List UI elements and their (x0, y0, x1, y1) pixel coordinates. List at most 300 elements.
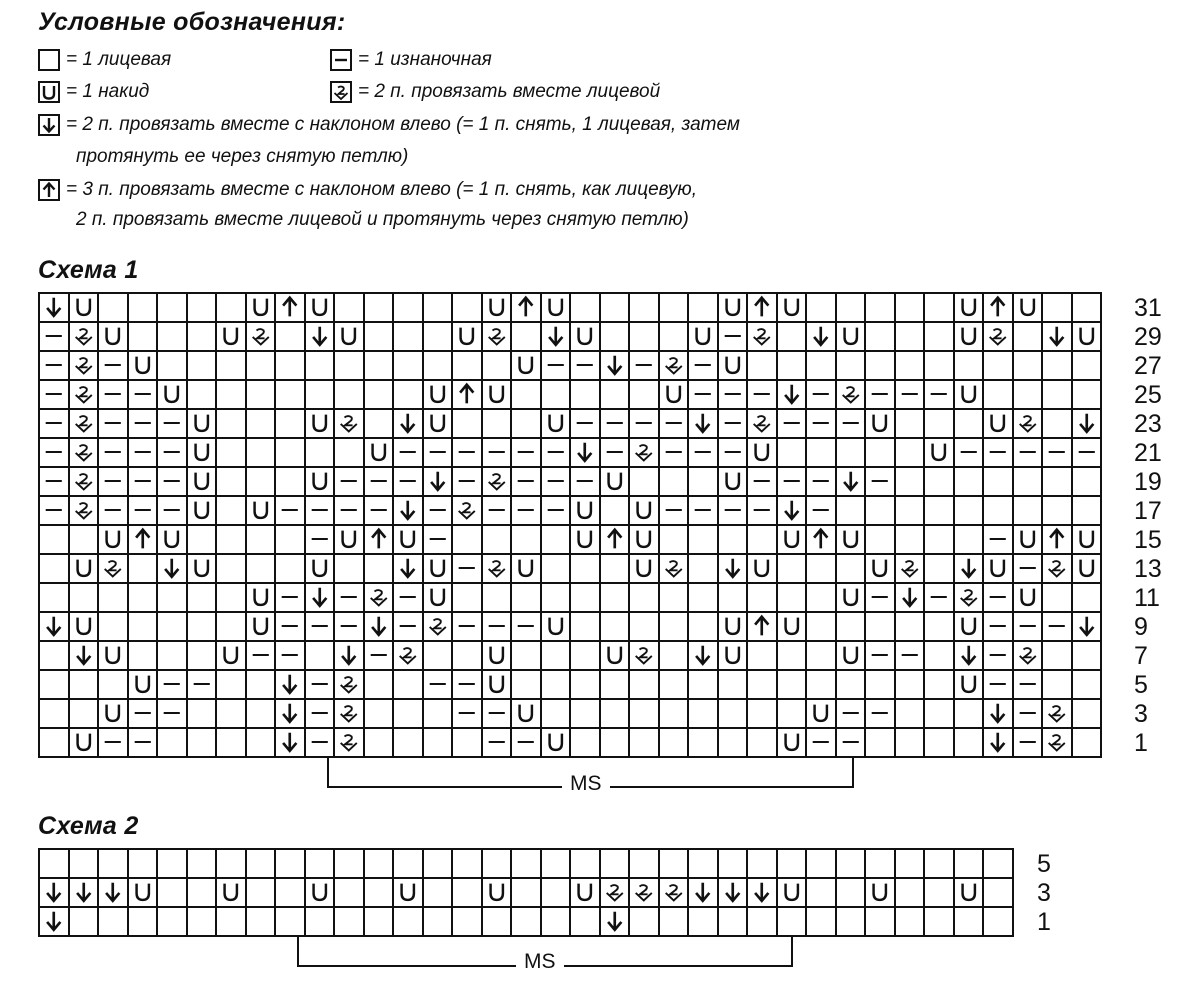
up-arrow-icon (748, 294, 776, 321)
dash-icon (807, 381, 835, 408)
stitch-cell (483, 879, 513, 908)
knit-cell (1073, 700, 1103, 729)
stitch-cell (129, 526, 159, 555)
dash-icon (335, 584, 363, 611)
stitch-cell (394, 439, 424, 468)
dash-icon (394, 439, 422, 466)
k2tog-icon (1043, 555, 1071, 582)
knit-cell (217, 555, 247, 584)
stitch-cell (601, 642, 631, 671)
dash-icon (483, 729, 511, 756)
down-arrow-icon (896, 584, 924, 611)
knit-cell (188, 294, 218, 323)
stitch-cell (837, 468, 867, 497)
stitch-cell (394, 526, 424, 555)
stitch-cell (925, 584, 955, 613)
dash-icon (424, 497, 452, 524)
stitch-cell (512, 729, 542, 758)
knit-cell (217, 468, 247, 497)
knit-cell (276, 468, 306, 497)
yarn-over-icon (571, 323, 599, 350)
dash-icon (40, 381, 68, 408)
knit-cell (630, 584, 660, 613)
yarn-over-icon (837, 584, 865, 611)
knit-cell (217, 908, 247, 937)
dash-icon (99, 352, 127, 379)
dash-icon (394, 613, 422, 640)
down-arrow-icon (719, 555, 747, 582)
dash-icon (40, 323, 68, 350)
yarn-over-icon (778, 729, 806, 756)
knit-cell (247, 468, 277, 497)
row-number: 19 (1134, 468, 1162, 496)
dash-icon (483, 700, 511, 727)
knit-cell (158, 850, 188, 879)
stitch-cell (70, 439, 100, 468)
knit-cell (158, 729, 188, 758)
knit-cell (601, 294, 631, 323)
knit-cell (1073, 497, 1103, 526)
dash-icon (866, 468, 894, 495)
stitch-cell (40, 468, 70, 497)
stitch-cell (70, 613, 100, 642)
knit-cell (542, 700, 572, 729)
stitch-cell (247, 294, 277, 323)
stitch-cell (748, 294, 778, 323)
stitch-cell (453, 671, 483, 700)
knit-cell (689, 526, 719, 555)
yarn-over-icon (955, 294, 983, 321)
k2tog-icon (483, 555, 511, 582)
stitch-cell (778, 497, 808, 526)
yarn-over-icon (719, 294, 747, 321)
dash-icon (453, 700, 481, 727)
stitch-cell (40, 294, 70, 323)
knit-cell (306, 439, 336, 468)
yarn-over-icon (1073, 555, 1101, 582)
legend-ssk-text: = 2 п. провязать вместе с наклоном влево (= 1 п. снять, 1 лицевая, затем (66, 114, 740, 135)
stitch-cell (483, 671, 513, 700)
knit-cell (925, 497, 955, 526)
yarn-over-icon (247, 613, 275, 640)
knit-cell (276, 555, 306, 584)
knit-cell (188, 584, 218, 613)
stitch-cell (188, 497, 218, 526)
knit-cell (955, 700, 985, 729)
stitch-cell (247, 613, 277, 642)
stitch-cell (335, 584, 365, 613)
knit-cell (1043, 352, 1073, 381)
down-arrow-icon (689, 642, 717, 669)
knit-cell (70, 526, 100, 555)
dash-icon (40, 497, 68, 524)
knit-cell (571, 850, 601, 879)
stitch-cell (453, 613, 483, 642)
knit-cell (512, 908, 542, 937)
knit-cell (925, 700, 955, 729)
down-arrow-icon (778, 381, 806, 408)
stitch-cell (40, 410, 70, 439)
knit-cell (807, 850, 837, 879)
stitch-cell (512, 700, 542, 729)
stitch-cell (306, 323, 336, 352)
dash-icon (1014, 700, 1042, 727)
stitch-cell (778, 410, 808, 439)
knit-cell (217, 352, 247, 381)
stitch-cell (40, 613, 70, 642)
knit-cell (542, 671, 572, 700)
knit-cell (365, 908, 395, 937)
stitch-cell (335, 323, 365, 352)
stitch-cell (1073, 410, 1103, 439)
knit-cell (896, 613, 926, 642)
stitch-cell (276, 584, 306, 613)
row-number: 1 (1134, 729, 1148, 757)
yarn-over-icon (955, 879, 983, 906)
knit-cell (1073, 584, 1103, 613)
yarn-over-icon (866, 879, 894, 906)
dash-icon (424, 439, 452, 466)
stitch-cell (748, 323, 778, 352)
knit-cell (571, 642, 601, 671)
down-arrow-icon (394, 497, 422, 524)
knit-cell (542, 584, 572, 613)
yarn-over-icon (778, 613, 806, 640)
stitch-cell (483, 439, 513, 468)
stitch-cell (276, 729, 306, 758)
knit-cell (70, 850, 100, 879)
knit-cell (453, 526, 483, 555)
stitch-cell (129, 381, 159, 410)
down-arrow-icon (689, 879, 717, 906)
stitch-cell (719, 468, 749, 497)
yarn-over-icon (984, 555, 1012, 582)
stitch-cell (542, 410, 572, 439)
knit-cell (896, 729, 926, 758)
stitch-cell (129, 671, 159, 700)
stitch-cell (394, 613, 424, 642)
knit-cell (70, 908, 100, 937)
knit-cell (188, 729, 218, 758)
stitch-cell (365, 497, 395, 526)
knit-cell (188, 879, 218, 908)
yarn-over-icon (247, 294, 275, 321)
stitch-cell (365, 439, 395, 468)
knit-cell (837, 352, 867, 381)
dash-icon (807, 468, 835, 495)
knit-cell (896, 526, 926, 555)
knit-cell (748, 526, 778, 555)
dash-icon (689, 381, 717, 408)
stitch-cell (70, 729, 100, 758)
stitch-cell (453, 323, 483, 352)
k2tog-icon (748, 410, 776, 437)
knit-cell (512, 879, 542, 908)
stitch-cell (689, 497, 719, 526)
stitch-cell (247, 497, 277, 526)
dash-icon (99, 497, 127, 524)
stitch-cell (542, 613, 572, 642)
stitch-cell (1043, 729, 1073, 758)
stitch-cell (807, 700, 837, 729)
dash-icon (807, 729, 835, 756)
knit-cell (453, 352, 483, 381)
yarn-over-icon (70, 294, 98, 321)
knit-cell (394, 671, 424, 700)
knit-cell (99, 613, 129, 642)
yarn-over-icon (70, 729, 98, 756)
knit-cell (247, 879, 277, 908)
knit-cell (601, 700, 631, 729)
stitch-cell (571, 323, 601, 352)
stitch-cell (778, 381, 808, 410)
knit-cell (365, 879, 395, 908)
stitch-cell (571, 468, 601, 497)
stitch-cell (571, 497, 601, 526)
knit-cell (217, 410, 247, 439)
stitch-cell (719, 294, 749, 323)
dash-icon (1043, 439, 1071, 466)
stitch-cell (70, 468, 100, 497)
knit-cell (276, 526, 306, 555)
dash-icon (807, 497, 835, 524)
yarn-over-icon (542, 410, 570, 437)
dash-icon (542, 497, 570, 524)
knit-cell (188, 850, 218, 879)
dash-icon (335, 497, 363, 524)
stitch-cell (1014, 671, 1044, 700)
knit-cell (807, 352, 837, 381)
dash-icon (453, 671, 481, 698)
up-arrow-icon (807, 526, 835, 553)
down-arrow-icon (689, 410, 717, 437)
dash-icon (129, 729, 157, 756)
dash-icon (866, 642, 894, 669)
yarn-over-icon (748, 439, 776, 466)
knit-cell (748, 700, 778, 729)
k2tog-icon (453, 497, 481, 524)
yarn-over-icon (424, 584, 452, 611)
stitch-cell (1014, 613, 1044, 642)
yarn-over-icon (542, 294, 570, 321)
stitch-cell (424, 410, 454, 439)
k2tog-icon (483, 323, 511, 350)
stitch-cell (158, 439, 188, 468)
stitch-cell (542, 468, 572, 497)
knit-cell (394, 294, 424, 323)
dash-icon (40, 439, 68, 466)
knit-cell (984, 468, 1014, 497)
knit-cell (748, 729, 778, 758)
yarn-over-icon (630, 526, 658, 553)
down-arrow-icon (984, 729, 1012, 756)
knit-cell (424, 323, 454, 352)
knit-cell (217, 294, 247, 323)
chart2-grid (38, 848, 1014, 937)
stitch-cell (40, 497, 70, 526)
stitch-cell (719, 642, 749, 671)
dash-icon (719, 410, 747, 437)
stitch-cell (807, 381, 837, 410)
yarn-over-icon (778, 526, 806, 553)
knit-cell (424, 850, 454, 879)
knit-cell (306, 850, 336, 879)
knit-cell (40, 850, 70, 879)
stitch-cell (984, 671, 1014, 700)
knit-cell (984, 497, 1014, 526)
k2tog-icon (630, 439, 658, 466)
k2tog-icon (330, 81, 352, 103)
stitch-cell (689, 879, 719, 908)
knit-cell (837, 908, 867, 937)
stitch-cell (660, 352, 690, 381)
stitch-cell (394, 879, 424, 908)
knit-cell (276, 381, 306, 410)
stitch-cell (778, 526, 808, 555)
dash-icon (453, 555, 481, 582)
stitch-cell (984, 642, 1014, 671)
knit-cell (866, 671, 896, 700)
k2tog-icon (660, 555, 688, 582)
stitch-cell (1073, 439, 1103, 468)
knit-cell (247, 410, 277, 439)
stitch-cell (306, 700, 336, 729)
stitch-cell (984, 439, 1014, 468)
knit-cell (424, 879, 454, 908)
yarn-over-icon (99, 700, 127, 727)
dash-icon (778, 468, 806, 495)
up-arrow-icon (512, 294, 540, 321)
knit-cell (571, 555, 601, 584)
knit-cell (453, 879, 483, 908)
knit-cell (158, 879, 188, 908)
stitch-cell (99, 700, 129, 729)
knit-cell (1014, 323, 1044, 352)
knit-cell (276, 850, 306, 879)
down-arrow-icon (601, 908, 629, 935)
yarn-over-icon (955, 323, 983, 350)
knit-cell (158, 352, 188, 381)
yarn-over-icon (483, 294, 511, 321)
up-arrow-icon (453, 381, 481, 408)
stitch-cell (896, 642, 926, 671)
legend-ssk-cont (76, 145, 408, 169)
stitch-cell (1043, 439, 1073, 468)
stitch-cell (660, 879, 690, 908)
stitch-cell (40, 323, 70, 352)
knit-cell (660, 700, 690, 729)
knit-cell (778, 908, 808, 937)
down-arrow-icon (601, 352, 629, 379)
knit-cell (217, 439, 247, 468)
stitch-cell (807, 729, 837, 758)
yarn-over-icon (866, 555, 894, 582)
down-arrow-icon (1043, 323, 1071, 350)
chart2-title: Схема 2 (38, 812, 139, 840)
k2tog-icon (70, 468, 98, 495)
stitch-cell (247, 323, 277, 352)
knit-cell (188, 323, 218, 352)
knit-cell (807, 584, 837, 613)
knit-cell (424, 352, 454, 381)
stitch-cell (689, 323, 719, 352)
stitch-cell (276, 671, 306, 700)
down-arrow-icon (276, 729, 304, 756)
knit-cell (807, 879, 837, 908)
stitch-cell (866, 410, 896, 439)
stitch-cell (70, 879, 100, 908)
knit-cell (837, 671, 867, 700)
knit-cell (866, 352, 896, 381)
knit-cell (925, 642, 955, 671)
yarn-over-icon (188, 468, 216, 495)
stitch-cell (1014, 410, 1044, 439)
dash-icon (129, 381, 157, 408)
knit-cell (365, 381, 395, 410)
row-number: 21 (1134, 439, 1162, 467)
stitch-cell (453, 381, 483, 410)
down-arrow-icon (955, 555, 983, 582)
stitch-cell (453, 700, 483, 729)
dash-icon (40, 352, 68, 379)
k2tog-icon (335, 700, 363, 727)
yarn-over-icon (306, 468, 334, 495)
dash-icon (630, 352, 658, 379)
yarn-over-icon (424, 410, 452, 437)
dash-icon (453, 439, 481, 466)
dash-icon (276, 584, 304, 611)
knit-cell (335, 381, 365, 410)
k2tog-icon (335, 410, 363, 437)
knit-cell (1073, 381, 1103, 410)
yarn-over-icon (925, 439, 953, 466)
knit-cell (483, 526, 513, 555)
knit-cell (778, 700, 808, 729)
knit-cell (483, 410, 513, 439)
stitch-cell (601, 468, 631, 497)
knit-cell (660, 908, 690, 937)
yarn-over-icon (778, 879, 806, 906)
dash-icon (542, 439, 570, 466)
yarn-over-icon (571, 879, 599, 906)
dash-icon (335, 613, 363, 640)
dash-icon (129, 468, 157, 495)
knit-cell (1014, 352, 1044, 381)
knit-cell (217, 850, 247, 879)
stitch-cell (188, 555, 218, 584)
stitch-cell (1073, 526, 1103, 555)
stitch-cell (306, 410, 336, 439)
knit-cell (394, 323, 424, 352)
stitch-cell (1014, 584, 1044, 613)
knit-cell (70, 671, 100, 700)
stitch-cell (660, 410, 690, 439)
knit-cell (955, 850, 985, 879)
knit-cell (424, 294, 454, 323)
stitch-cell (778, 729, 808, 758)
dash-icon (748, 497, 776, 524)
knit-cell (719, 908, 749, 937)
knit-cell (778, 850, 808, 879)
knit-cell (807, 613, 837, 642)
dash-icon (866, 700, 894, 727)
stitch-cell (866, 700, 896, 729)
yarn-over-icon (512, 700, 540, 727)
stitch-cell (483, 468, 513, 497)
knit-cell (748, 584, 778, 613)
knit-cell (866, 729, 896, 758)
dash-icon (955, 439, 983, 466)
